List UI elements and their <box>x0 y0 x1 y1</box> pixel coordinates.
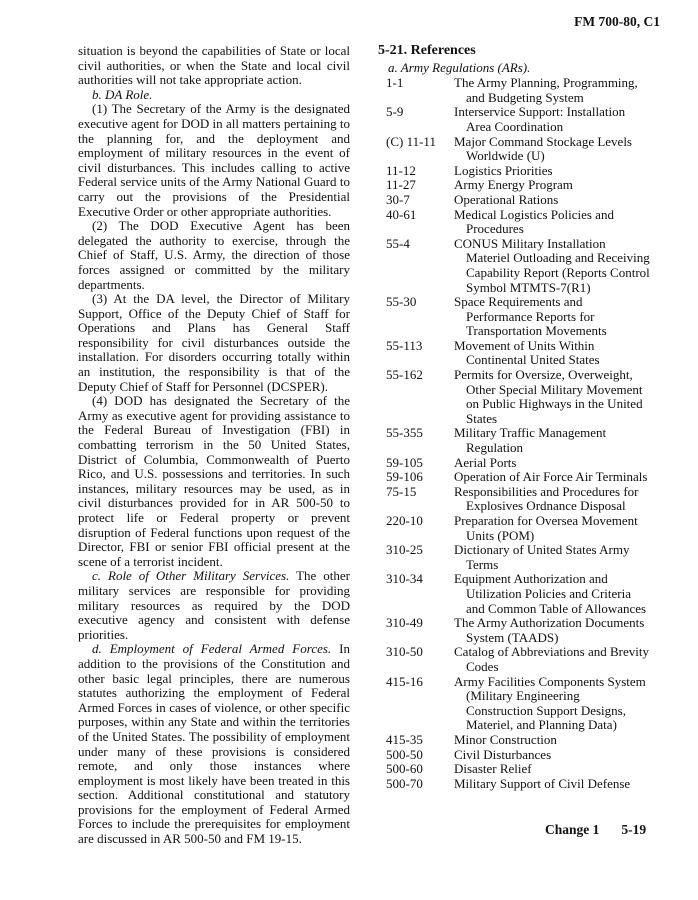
paragraph-other-services-body: The other military services are responsible for providing military resources as required by the DOD executive agency and consistent with defense priorities. <box>78 568 351 642</box>
paragraph-da-role-4: (4) DOD has designated the Secretary of the Army as executive agent for providing assistance to the Federal Bureau of Investigation (FBI) in combatting terrorism in the 50 United States, District of Columbia, Commonwealth of Puerto Rico, and U.S. possessions and territories. In such instances, military resources may be used, as in civil disturbances provided for in AR 500-50 to protect life or Federal property or prevent disruption of Federal functions upon request of the Director, FBI or senior FBI official present at the scene of a terrorist incident. <box>78 393 350 569</box>
reference-row <box>378 470 650 485</box>
reference-row <box>378 193 650 208</box>
reference-title: Responsibilities and Procedures for Explosives Ordnance Disposal <box>454 483 639 514</box>
reference-row <box>378 208 650 237</box>
reference-row <box>378 675 650 733</box>
reference-number: 310-25 <box>386 542 423 558</box>
reference-row <box>378 733 650 748</box>
paragraph-da-role-1: (1) The Secretary of the Army is the designated executive agent for DOD in all matters pertaining to the planning for, and the deployment and employment of military resources in the event of civil disturbances. This includes calling to active Federal service units of the Army National Guard to carry out the provisions of the Presidential Executive Order or other appropriate authorities. <box>78 101 350 219</box>
reference-title: Aerial Ports <box>454 454 517 470</box>
reference-title: Minor Construction <box>454 731 557 747</box>
reference-title: Operation of Air Force Air Terminals <box>454 469 648 485</box>
reference-row <box>378 368 650 426</box>
paragraph-employment <box>78 642 350 846</box>
reference-row <box>378 645 650 674</box>
reference-title: Equipment Authorization and Utilization Policies and Criteria and Common Table of Allowances <box>454 571 647 616</box>
subheading-employment: d. Employment of Federal Armed Forces. <box>92 641 332 657</box>
reference-title: Army Facilities Components System (Military Engineering Construction Support Designs, Materiel, and Planning Data) <box>454 673 646 733</box>
reference-row <box>378 295 650 339</box>
reference-row <box>378 76 650 105</box>
reference-title: Permits for Oversize, Overweight, Other Special Military Movement on Public Highways in the United States <box>454 367 643 426</box>
page-number: 5-19 <box>621 822 647 837</box>
subsection-title: a. Army Regulations (ARs). <box>388 59 531 75</box>
reference-number: 500-50 <box>386 746 423 762</box>
reference-title: Operational Rations <box>454 191 559 207</box>
reference-row <box>378 543 650 572</box>
reference-row <box>378 514 650 543</box>
reference-title: Military Traffic Management Regulation <box>454 425 607 456</box>
reference-title: Preparation for Oversea Movement Units (POM) <box>454 513 638 543</box>
reference-title: Major Command Stockage Levels Worldwide (U) <box>454 133 632 164</box>
reference-title: Logistics Priorities <box>454 162 553 178</box>
reference-title: Army Energy Program <box>454 177 573 193</box>
reference-title: Military Support of Civil Defense <box>454 775 631 791</box>
paragraph-da-role-2: (2) The DOD Executive Agent has been delegated the authority to exercise, through the Chief of Staff, U.S. Army, the direction of those forces assigned or committed by the military departments. <box>78 218 350 292</box>
reference-number: 75-15 <box>386 483 417 499</box>
reference-row <box>378 572 650 616</box>
reference-row <box>378 339 650 368</box>
reference-title: Catalog of Abbreviations and Brevity Codes <box>454 644 649 674</box>
reference-number: 1-1 <box>386 75 404 91</box>
reference-number: (C) 11-11 <box>386 133 436 149</box>
reference-number: 11-12 <box>386 162 416 178</box>
section-title: 5-21. References <box>378 43 476 58</box>
reference-row <box>378 178 650 193</box>
reference-title: Movement of Units Within Continental United States <box>454 337 600 368</box>
reference-number: 30-7 <box>386 191 410 207</box>
reference-row <box>378 164 650 179</box>
reference-title: CONUS Military Installation Materiel Outloading and Receiving Capability Report (Reports Control Symbol MTMTS-7(R1) <box>454 235 650 295</box>
reference-number: 5-9 <box>386 104 404 120</box>
left-column <box>78 44 350 847</box>
reference-number: 55-30 <box>386 294 417 310</box>
subheading-da-role-text: b. DA Role. <box>92 86 153 102</box>
reference-number: 40-61 <box>386 206 417 222</box>
reference-title: The Army Authorization Documents System (TAADS) <box>454 615 645 645</box>
paragraph-da-role-3: (3) At the DA level, the Director of Military Support, Office of the Deputy Chief of Staff for Operations and Plans has General Staff responsibility for civil disturbances outside the installation. For disorders occurring totally within an institution, the responsibility is that of the Deputy Chief of Staff for Personnel (DCSPER). <box>78 291 350 394</box>
reference-title: The Army Planning, Programming, and Budgeting System <box>454 75 638 105</box>
reference-row <box>378 616 650 645</box>
reference-title: Disaster Relief <box>454 761 532 777</box>
reference-row <box>378 485 650 514</box>
reference-number: 310-34 <box>386 571 423 587</box>
reference-number: 55-162 <box>386 367 423 383</box>
reference-row <box>378 135 650 164</box>
right-column <box>378 44 650 791</box>
reference-title: Civil Disturbances <box>454 746 552 762</box>
reference-row <box>378 426 650 455</box>
reference-number: 415-16 <box>386 673 423 689</box>
reference-row <box>378 456 650 471</box>
reference-title: Medical Logistics Policies and Procedures <box>454 206 614 237</box>
reference-number: 220-10 <box>386 513 423 528</box>
reference-title: Interservice Support: Installation Area Coordination <box>454 104 626 134</box>
subheading-other-services: c. Role of Other Military Services. <box>92 568 290 584</box>
reference-number: 55-113 <box>386 337 423 353</box>
reference-number: 11-27 <box>386 177 416 193</box>
reference-number: 59-106 <box>386 469 423 485</box>
reference-row <box>378 748 650 763</box>
reference-number: 55-4 <box>386 235 410 251</box>
reference-number: 59-105 <box>386 454 423 470</box>
running-header: FM 700-80, C1 <box>574 14 660 29</box>
change-label: Change 1 <box>545 822 600 837</box>
reference-number: 310-49 <box>386 615 423 631</box>
reference-row <box>378 237 650 295</box>
reference-number: 500-70 <box>386 775 423 791</box>
paragraph-continuation: situation is beyond the capabilities of State or local civil authorities, or when the State and local civil authorities will not take appropriate action. <box>78 43 350 88</box>
reference-title: Space Requirements and Performance Reports for Transportation Movements <box>454 294 607 339</box>
reference-number: 310-50 <box>386 644 423 660</box>
reference-list <box>378 76 650 791</box>
reference-title: Dictionary of United States Army Terms <box>454 542 630 572</box>
reference-number: 415-35 <box>386 731 423 747</box>
reference-row <box>378 777 650 792</box>
reference-row <box>378 105 650 134</box>
reference-number: 500-60 <box>386 761 423 777</box>
reference-row <box>378 762 650 777</box>
reference-number: 55-355 <box>386 425 423 441</box>
paragraph-other-services <box>78 569 350 642</box>
page-footer <box>545 822 646 838</box>
subheading-da-role <box>78 88 350 103</box>
paragraph-employment-body: In addition to the provisions of the Constitution and other basic legal principles, there are numerous statutes authorizing the employment of Federal Armed Forces in cases of violence, or other specific purposes, within any State and within the territories of the United States. The possibility of employment under many of these provisions is considered remote, and only those instances where employment is most likely have been treated in this section. Additional constitutional and statutory provisions for the employment of Federal Armed Forces to include the prerequisites for employment are discussed in AR 500-50 and FM 19-15. <box>78 641 350 847</box>
